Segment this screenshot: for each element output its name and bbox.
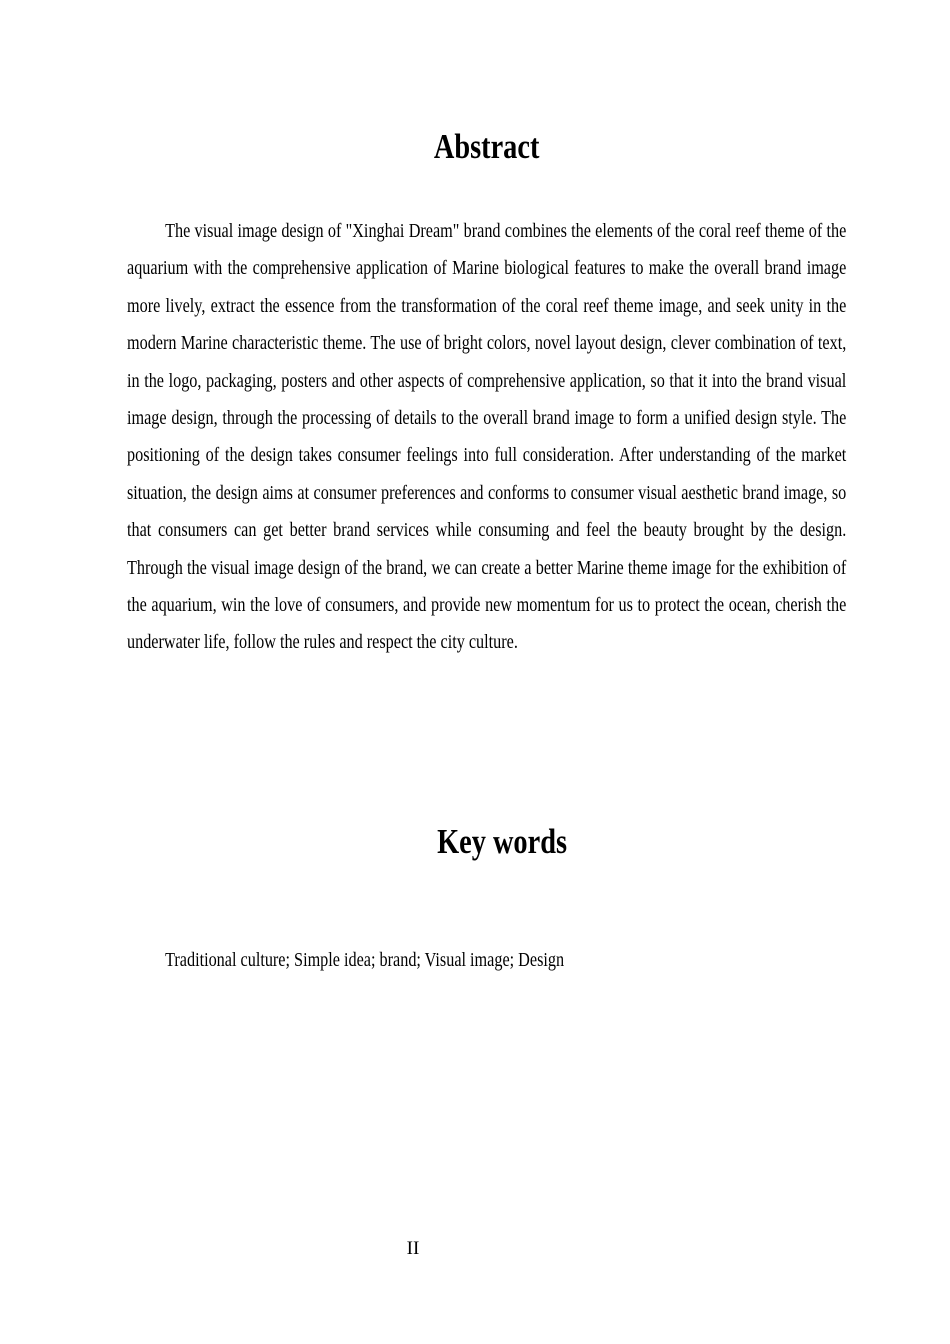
keywords-text: Traditional culture; Simple idea; brand; Visual image; Design <box>165 949 565 971</box>
abstract-heading: Abstract <box>433 127 540 166</box>
abstract-paragraph: The visual image design of "Xinghai Dream" brand combines the elements of the coral reef theme of the aquarium with the comprehensive application of Marine biological features to make the overall brand image more lively, extract the essence from the transformation of the coral reef theme image, and seek unity in the modern Marine characteristic theme. The use of bright colors, novel layout design, clever combination of text, in the logo, packaging, posters and other aspects of comprehensive application, so that it into the brand visual image design, through the processing of details to the overall brand image to form a unified design style. The positioning of the design takes consumer feelings into full consideration. After understanding of the market situation, the design aims at consumer preferences and conforms to consumer visual aesthetic brand image, so that consumers can get better brand services while consuming and feel the beauty brought by the design. Through the visual image design of the brand, we can create a better Marine theme image for the exhibition of the aquarium, win the love of consumers, and provide new momentum for us to protect the ocean, cherish the underwater life, follow the rules and respect the city culture. <box>127 220 847 654</box>
keywords-heading: Key words <box>437 822 567 861</box>
page-number: II <box>406 1238 420 1259</box>
